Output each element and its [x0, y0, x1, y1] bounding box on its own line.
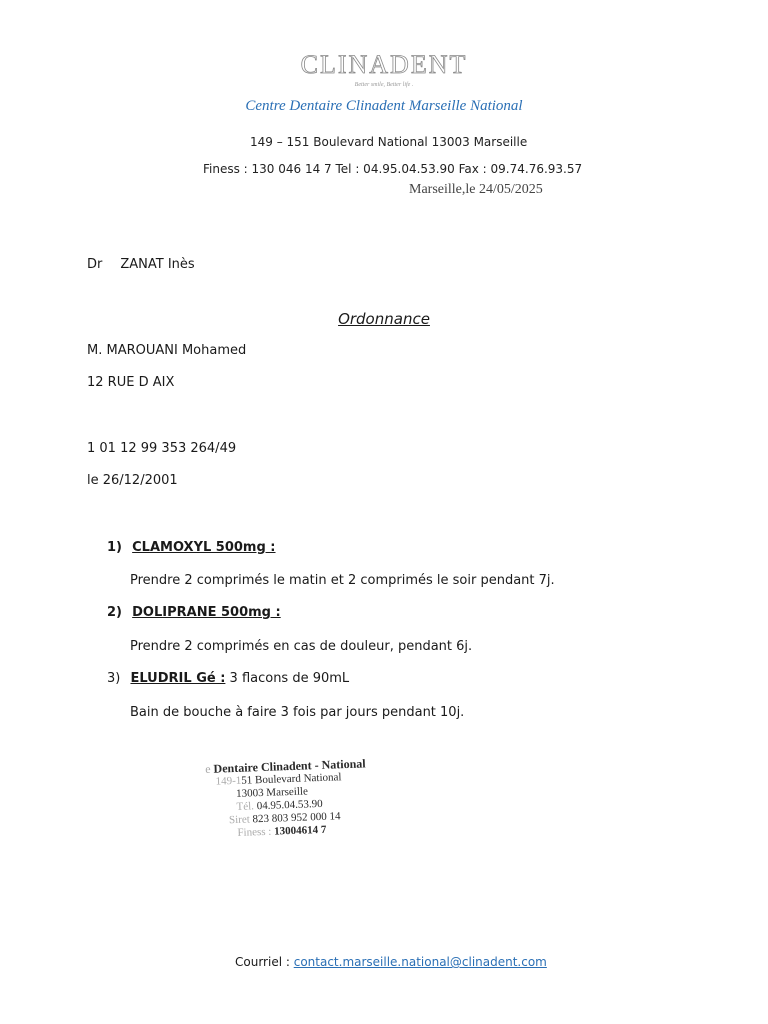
document-title: Ordonnance	[338, 310, 430, 328]
doctor-prefix: Dr	[87, 257, 103, 272]
patient-birth-date: le 26/12/2001	[87, 473, 178, 488]
prescription-date: Marseille,le 24/05/2025	[409, 182, 543, 197]
stamp-line-1: Dentaire Clinadent - National	[213, 756, 366, 776]
doctor-name: ZANAT Inès	[120, 257, 195, 272]
stamp-line-4-faded: Tél.	[236, 800, 255, 813]
prescription-instructions-1: Prendre 2 comprimés le matin et 2 comprimés le soir pendant 7j.	[130, 573, 555, 588]
prescription-number: 3)	[107, 671, 121, 686]
prescription-instructions-2: Prendre 2 comprimés en cas de douleur, pendant 6j.	[130, 639, 473, 654]
clinic-stamp	[205, 757, 368, 841]
stamp-line-2: 51 Boulevard National	[241, 771, 342, 787]
prescription-number: 1)	[107, 540, 122, 555]
stamp-line-2-faded: 149-1	[215, 774, 242, 788]
email-label: Courriel :	[235, 955, 290, 969]
prescription-number: 2)	[107, 605, 122, 620]
patient-social-security: 1 01 12 99 353 264/49	[87, 441, 237, 456]
stamp-line-1-faded: e	[204, 761, 214, 776]
logo-tagline: Better smile, Better life .	[354, 82, 414, 88]
stamp-line-4: 04.95.04.53.90	[253, 797, 323, 813]
stamp-line-5: 823 803 952 000 14	[249, 810, 341, 826]
email-link[interactable]: contact.marseille.national@clinadent.com	[293, 955, 547, 969]
medication-name: ELUDRIL Gé :	[130, 671, 226, 686]
prescription-item-3	[107, 671, 349, 686]
clinic-address: 149 – 151 Boulevard National 13003 Marseille	[250, 135, 528, 149]
prescription-item-1	[107, 540, 276, 555]
clinic-logo: CLINADENT	[300, 50, 468, 79]
stamp-line-6-faded: Finess :	[237, 825, 275, 839]
clinic-identifiers: Finess : 130 046 14 7 Tel : 04.95.04.53.90 Fax : 09.74.76.93.57	[203, 162, 583, 176]
stamp-line-6: 13004614 7	[273, 823, 327, 838]
stamp-line-5-faded: Siret	[228, 813, 250, 827]
stamp-line-3: 13003 Marseille	[235, 785, 309, 800]
patient-address: 12 RUE D AIX	[87, 375, 175, 390]
medication-name: DOLIPRANE 500mg :	[132, 605, 281, 620]
doctor-line	[87, 257, 195, 272]
patient-name: M. MAROUANI Mohamed	[87, 343, 247, 358]
prescription-item-2	[107, 605, 281, 620]
medication-detail: 3 flacons de 90mL	[225, 671, 350, 686]
prescription-instructions-3: Bain de bouche à faire 3 fois par jours pendant 10j.	[130, 705, 465, 720]
footer-email	[235, 955, 547, 969]
clinic-name: Centre Dentaire Clinadent Marseille National	[245, 98, 523, 114]
medication-name: CLAMOXYL 500mg :	[132, 540, 276, 555]
